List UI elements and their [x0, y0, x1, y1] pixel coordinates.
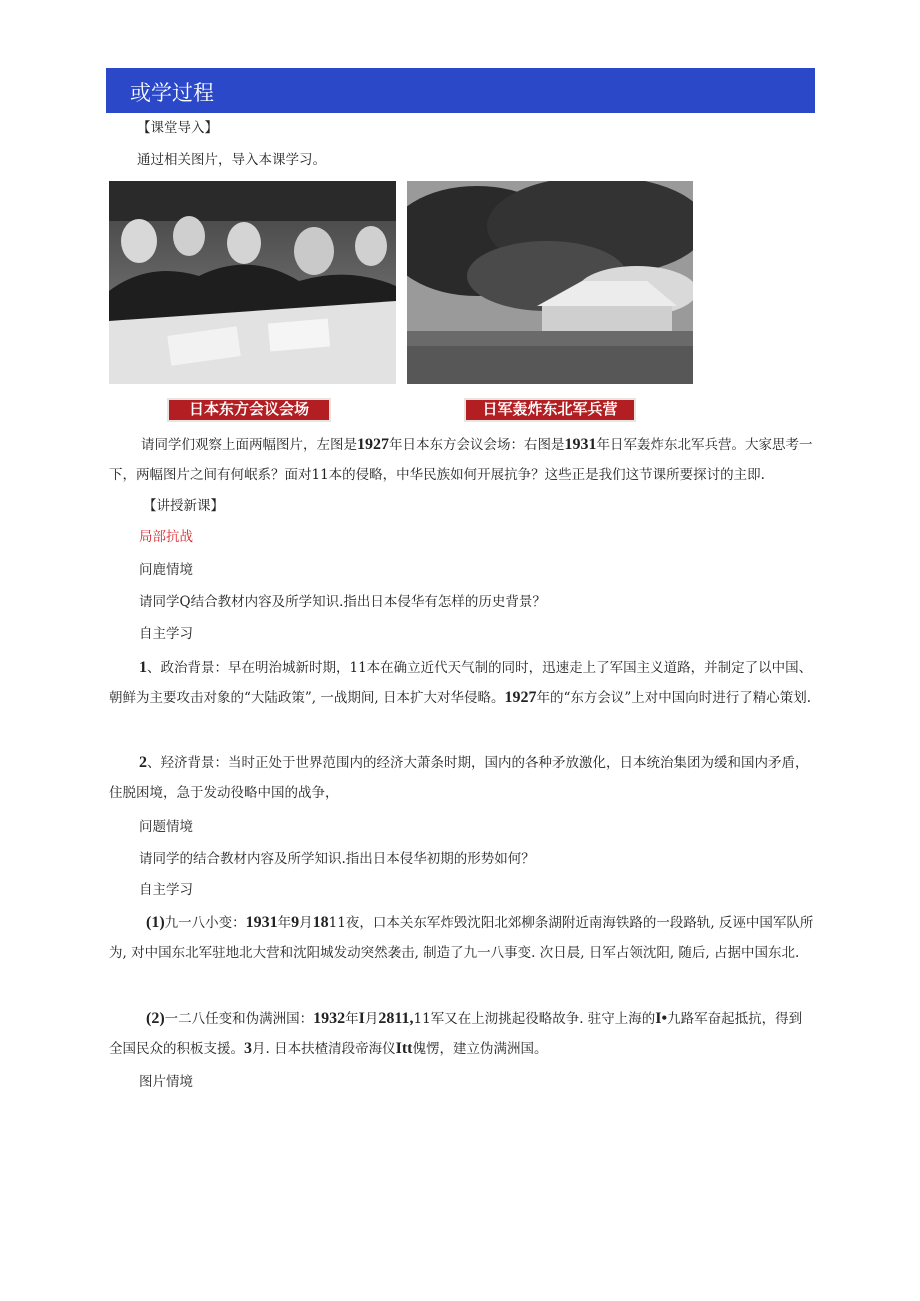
event-number-2: (2) [146, 1010, 165, 1027]
topic-local-resistance: 局部抗战 [139, 529, 193, 545]
situation-label-1: 问鹿情境 [139, 562, 193, 578]
picture-situation-label: 图片情境 [139, 1074, 193, 1090]
meeting-photo [109, 181, 396, 384]
lecture-heading: 【讲授新课】 [143, 498, 224, 514]
event2-text-6: 月. 日本扶楂清段帝海仪 [252, 1041, 396, 1057]
situation-label-2: 问题情境 [139, 819, 193, 835]
event1-month: 9 [291, 914, 300, 931]
observe-text-3: 年日军轰炸东北军兵营。大家思考一下，两幅图片之间有何岷系？面对11本的侵略，中华民族如何开展抗争？这些正是我们这节课所要探讨的主即. [109, 437, 813, 483]
event2-text-3: 月 [364, 1011, 379, 1027]
event2-army-number: I• [655, 1010, 668, 1027]
political-text-1: 、政治背景：早在明治城新时期，11本在确立近代天气制的同时，迅速走上了军国主义道路，并制定了以中国、朝鲜为主要攻击对象的“大陆政策”, 一战期间, 日本扩大对华侵略。 [109, 660, 813, 706]
year-1927: 1927 [357, 436, 389, 453]
political-background [109, 653, 815, 713]
event-number-1: (1) [146, 914, 165, 931]
item-number-1: 1 [139, 659, 147, 676]
event2-text-7: 傀愣，建立伪满洲国。 [412, 1041, 548, 1057]
economic-background [109, 748, 815, 808]
intro-text: 通过相关图片，导入本课学习。 [137, 152, 326, 168]
event1-day: 18 [312, 914, 329, 931]
section-title: 或学过程 [130, 81, 214, 105]
event2-text-4: 11军又在上沏挑起役略故争. 驻守上海的 [413, 1011, 656, 1027]
event1-text-2: 年 [277, 915, 292, 931]
item-number-2: 2 [139, 754, 147, 771]
economic-text: 、羟济背景：当时正处于世界范围内的经济大萧条时期，国内的各种矛放激化，日本统治集团为缓和国内矛盾，住脱困境，急于发动役略中国的战争， [109, 755, 809, 801]
event2-text-1: 一二八任变和伪满洲国： [164, 1011, 314, 1027]
event2-text-5: 九路军奋起抵抗，得到全国民众的积板支援。 [109, 1011, 803, 1057]
event2-month-3: 3 [244, 1040, 252, 1057]
event2-day: 2811, [378, 1010, 414, 1027]
event1-text-4: 11夜，口本关东军炸毁沈阳北郊柳条湖附近南海铁路的一段路轨, 反诬中国军队所为, 对中国东北军驻地北大营和沈阳城发动突然袭击, 制造了九一八事变. 次日晨, 日军占领沈阳, 随后, 占据中国东北. [109, 915, 814, 961]
intro-heading: 【课堂导入】 [137, 120, 218, 136]
event1-text-3: 月 [299, 915, 313, 931]
year-1932: 1932 [313, 1010, 346, 1027]
question-1: 请同学Q结合教材内容及所学知识.指出日本侵华有怎样的历史背景？ [139, 594, 546, 610]
event2-itt: Itt [395, 1040, 413, 1057]
event2-month: I [358, 1010, 365, 1027]
self-study-label-1: 自主学习 [139, 626, 193, 642]
observe-text-1: 请同学们观察上面两幅图片，左图是 [141, 437, 357, 453]
bombing-photo [407, 181, 693, 384]
political-text-2: 年的“东方会议”上对中国向时进行了精心策划. [536, 690, 812, 706]
bombing-illustration [407, 181, 693, 384]
year-1931: 1931 [564, 436, 597, 453]
event-128-manchukuo [109, 1004, 815, 1064]
bombing-caption: 日军轰炸东北军兵营 [464, 398, 636, 422]
observe-paragraph [109, 430, 815, 490]
event1-text-1: 九一八小变： [164, 915, 246, 931]
question-2: 请同学的结合教材内容及所学知识.指出日本侵华初期的形势如何？ [139, 851, 535, 867]
year-1927-b: 1927 [504, 689, 537, 706]
year-1931-b: 1931 [245, 914, 278, 931]
observe-text-2: 年日本东方会议会场：右图是 [389, 437, 565, 453]
self-study-label-2: 自主学习 [139, 882, 193, 898]
meeting-illustration [109, 181, 396, 384]
event2-text-2: 年 [345, 1011, 359, 1027]
meeting-caption: 日本东方会议会场 [167, 398, 331, 422]
event-918 [109, 908, 815, 968]
section-banner [106, 68, 815, 113]
